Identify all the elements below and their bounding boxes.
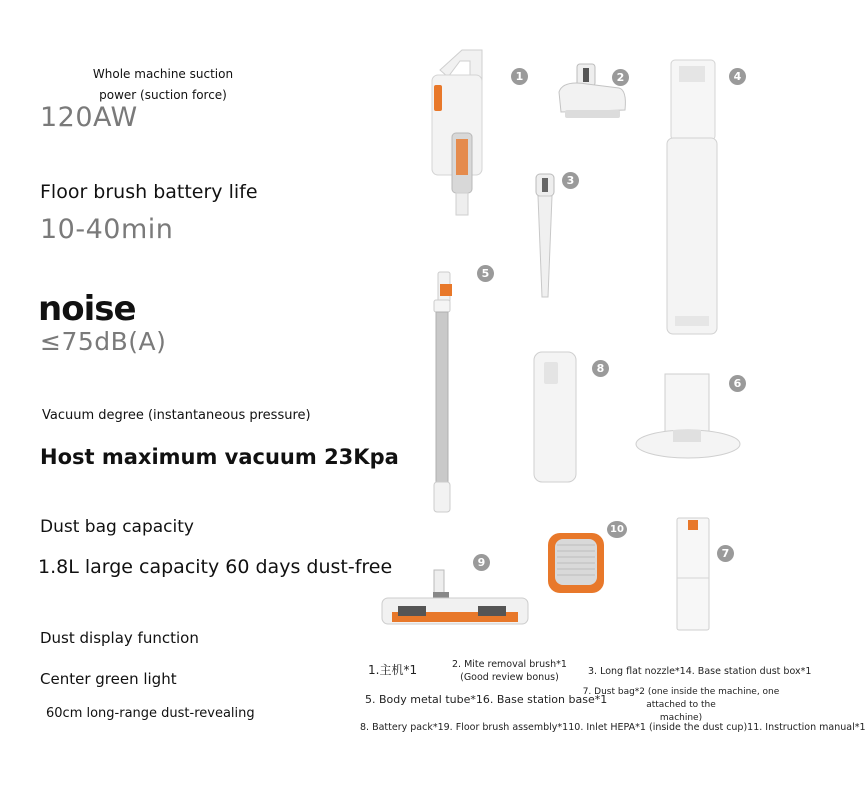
metal-tube-image (428, 270, 468, 515)
badge-5: 5 (477, 265, 494, 282)
battery-pack-image (530, 350, 580, 485)
dustbag-value: 1.8L large capacity 60 days dust-free (38, 556, 393, 578)
badge-6: 6 (729, 375, 746, 392)
suction-value: 120AW (40, 102, 138, 133)
part-item-7: 7. Dust bag*2 (one inside the machine, one attached to the machine) (582, 687, 780, 723)
part-item-3-4: 3. Long flat nozzle*14. Base station dust box*1 (588, 666, 812, 677)
battery-value: 10-40min (40, 214, 174, 245)
noise-value: ≤75dB(A) (40, 327, 167, 356)
battery-label: Floor brush battery life (40, 181, 258, 203)
main-unit-image (420, 45, 500, 220)
part-item-1: 1.主机*1 (368, 663, 418, 677)
suction-label: Whole machine suction power (suction force) (92, 67, 234, 102)
badge-10: 10 (607, 521, 627, 538)
display-label: Dust display function (40, 629, 199, 647)
dustbag-label: Dust bag capacity (40, 517, 194, 537)
station-base-image (633, 372, 743, 462)
badge-2: 2 (612, 69, 629, 86)
range-label: 60cm long-range dust-revealing (46, 706, 255, 721)
part-item-2: 2. Mite removal brush*1 (Good review bonus) (452, 659, 567, 683)
vacuum-value: Host maximum vacuum 23Kpa (40, 445, 399, 469)
floor-brush-image (378, 568, 533, 638)
part-item-8-11: 8. Battery pack*19. Floor brush assembly*110. Inlet HEPA*1 (inside the dust cup)11. Instruction manual*1 (360, 722, 866, 733)
badge-9: 9 (473, 554, 490, 571)
noise-label: noise (38, 289, 136, 329)
dust-box-image (665, 58, 720, 336)
badge-4: 4 (729, 68, 746, 85)
badge-8: 8 (592, 360, 609, 377)
flat-nozzle-image (530, 172, 560, 302)
part-item-5-6: 5. Body metal tube*16. Base station base*1 (365, 693, 608, 706)
badge-7: 7 (717, 545, 734, 562)
badge-3: 3 (562, 172, 579, 189)
vacuum-label: Vacuum degree (instantaneous pressure) (42, 408, 311, 423)
hepa-filter-image (545, 527, 607, 597)
light-label: Center green light (40, 670, 177, 688)
badge-1: 1 (511, 68, 528, 85)
dust-bag-image (674, 516, 714, 634)
